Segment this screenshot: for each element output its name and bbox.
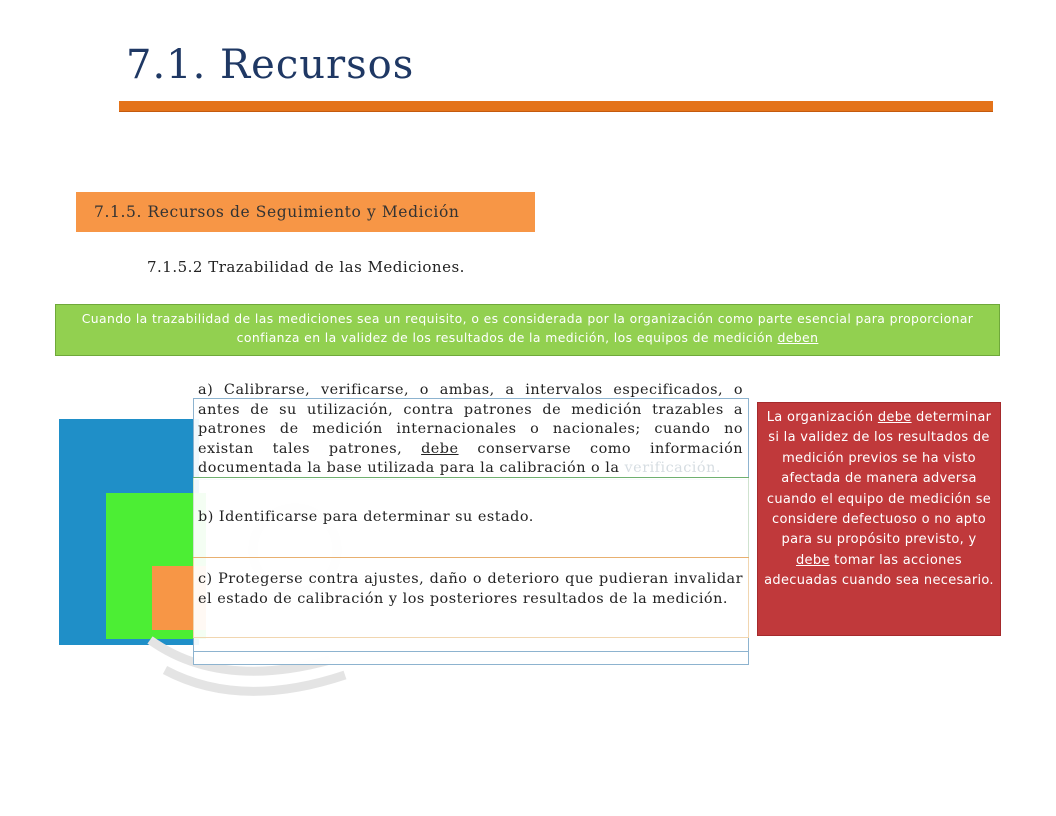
banner-text: Cuando la trazabilidad de las mediciones sea un requisito, o es considerada por la organización como parte esencial para proporcionar confianza en la validez de los resultados de la medición, los equipos de medición [81,311,974,345]
item-a-text [198,381,743,479]
item-a-part2: conservarse como información documentada la base utilizada para la calibración o la [198,440,743,476]
requirement-banner [55,304,1000,356]
item-a-part1: a) Calibrarse, verificarse, o ambas, a intervalos especificados, o antes de su utilización, contra patrones de medición trazables a patrones de medición internacionales o nacionales; cuando no existan tales patrones, [198,382,743,457]
item-b-text: b) Identificarse para determinar su estado. [198,509,534,525]
section-heading: 7.1.5. Recursos de Seguimiento y Medición [76,192,535,232]
item-a-keyword: debe [421,440,459,457]
organization-note [757,402,1001,636]
note-part3: tomar las acciones adecuadas cuando sea necesario. [764,552,994,589]
item-c-text: c) Protegerse contra ajustes, daño o deterioro que pudieran invalidar el estado de calibración y los posteriores resultados de la medición. [198,571,743,607]
note-keyword-1: debe [877,410,912,425]
page-title: 7.1. Recursos [126,42,415,88]
row-divider [193,651,749,652]
note-keyword-2: debe [795,552,830,568]
title-underline-bar [119,101,993,112]
note-part2: determinar si la validez de los resultados de medición previos se ha visto afectada de manera adversa cuando el equipo de medición se considere defectuoso o no apto para su propósito previsto, y [766,410,992,548]
item-a-overflow: verificación. [624,460,721,476]
banner-keyword: deben [777,330,819,345]
row-divider [193,557,749,558]
note-part1: La organización [766,410,878,425]
subsection-label: 7.1.5.2 Trazabilidad de las Mediciones. [147,258,465,276]
subsection-heading [133,258,465,276]
row-divider [193,637,749,638]
